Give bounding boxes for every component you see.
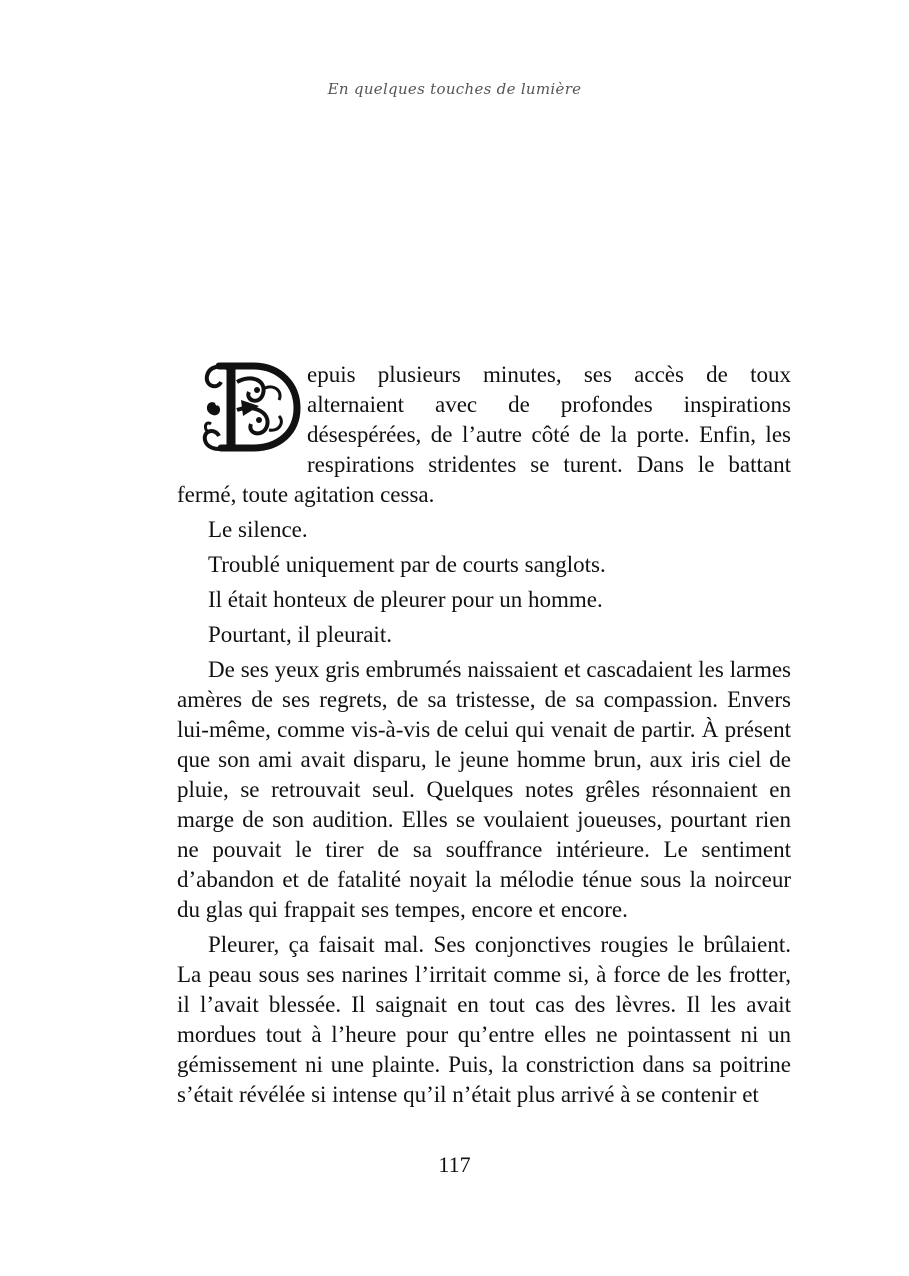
dropcap-d-ornament-icon [201,360,301,452]
paragraph-5: Pourtant, il pleurait. [208,622,392,647]
paragraph-2: Le silence. [208,517,308,542]
paragraph-3: Troublé uniquement par de courts sanglots. [208,552,606,577]
paragraph-1 [177,360,791,510]
paragraph-7: Pleurer, ça faisait mal. Ses conjonctives rougies le brûlaient. La peau sous ses narines l’irritait comme si, à force de les frotter, il l’avait blessée. Il saignait en tout cas des lèvres. Il les avait mordues tout à l’heure pour qu’entre elles ne pointassent ni un gémissement ni une plainte. Puis, la constriction dans sa poitrine s’était révélée si intense qu’il n’était plus arrivé à se contenir et [177,932,791,1107]
ornamental-dropcap [201,360,301,452]
paragraph-6: De ses yeux gris embrumés naissaient et cascadaient les larmes amères de ses regrets, de sa tristesse, de sa compassion. Envers lui-même, comme vis-à-vis de celui qui venait de partir. À présent que son ami avait disparu, le jeune homme brun, aux iris ciel de pluie, se retrouvait seul. Quelques notes grêles résonnaient en marge de son audition. Elles se voulaient joueuses, pourtant rien ne pouvait le tirer de sa souffrance intérieure. Le sentiment d’abandon et de fatalité noyait la mélodie ténue sous la noirceur du glas qui frappait ses tempes, encore et encore. [177,657,791,922]
body-text [177,360,791,1115]
running-header: En quelques touches de lumière [327,80,582,98]
page-number: 117 [438,1152,471,1177]
first-paragraph-text: epuis plusieurs minutes, ses accès de toux alternaient avec de profondes inspirations désespérées, de l’autre côté de la porte. Enfin, les respirations stridentes se turent. Dans le battant fermé, toute agitation cessa. [177,362,791,507]
paragraph-4: Il était honteux de pleurer pour un homme. [208,587,603,612]
